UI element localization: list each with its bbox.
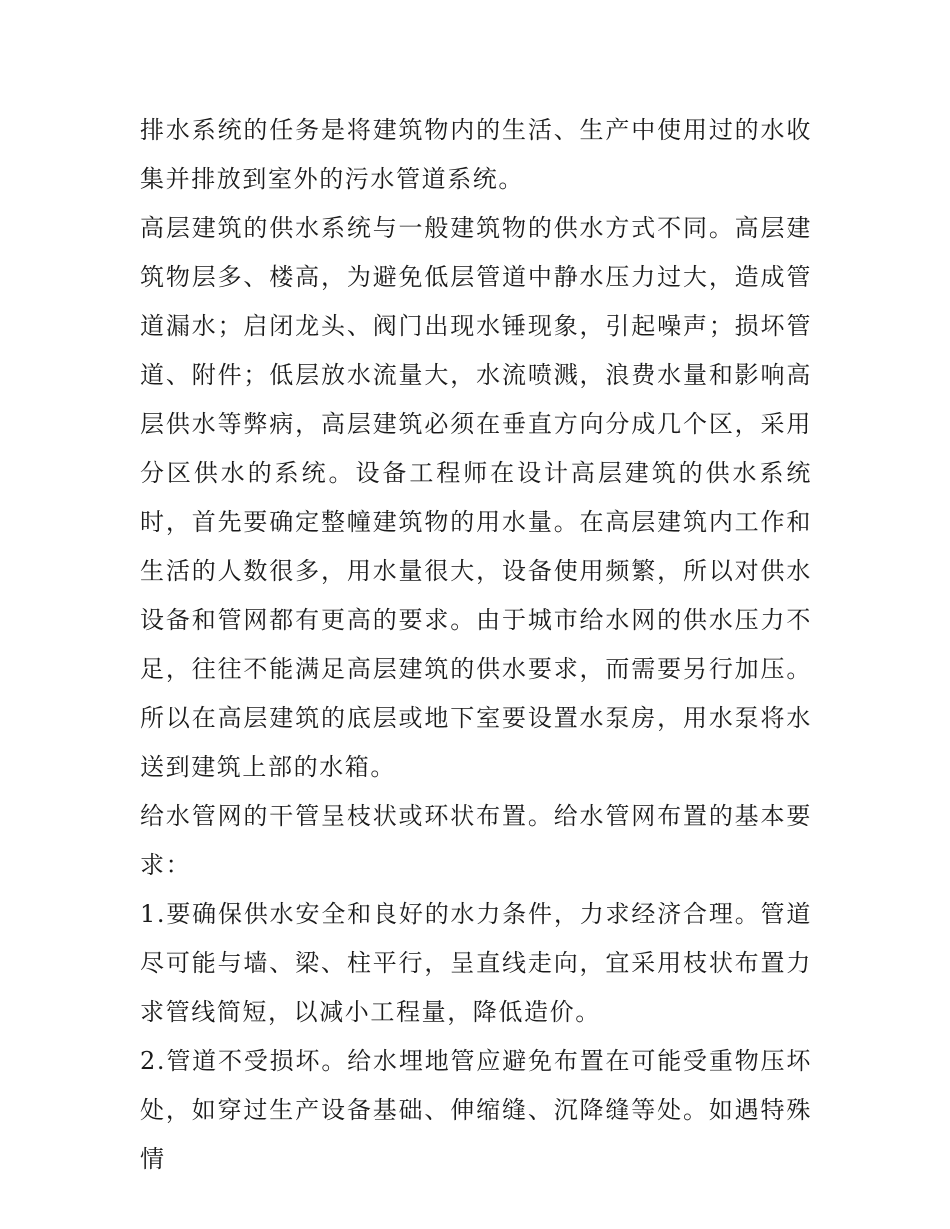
document-body <box>140 106 812 1184</box>
paragraph-requirement-2: 2.管道不受损坏。给水埋地管应避免布置在可能受重物压坏处，如穿过生产设备基础、伸缩缝、沉降缝等处。如遇特殊情 <box>140 1047 812 1173</box>
paragraph-pipe-network-layout: 给水管网的干管呈枝状或环状布置。给水管网布置的基本要求： <box>140 802 812 879</box>
paragraph-drainage-system: 排水系统的任务是将建筑物内的生活、生产中使用过的水收集并排放到室外的污水管道系统。 <box>140 116 812 193</box>
paragraph-high-rise-water-supply: 高层建筑的供水系统与一般建筑物的供水方式不同。高层建筑物层多、楼高，为避免低层管道中静水压力过大，造成管道漏水；启闭龙头、阀门出现水锤现象，引起噪声；损坏管道、附件；低层放水流量大，水流喷溅，浪费水量和影响高层供水等弊病，高层建筑必须在垂直方向分成几个区，采用分区供水的系统。设备工程师在设计高层建筑的供水系统时，首先要确定整幢建筑物的用水量。在高层建筑内工作和生活的人数很多，用水量很大，设备使用频繁，所以对供水设备和管网都有更高的要求。由于城市给水网的供水压力不足，往往不能满足高层建筑的供水要求，而需要另行加压。所以在高层建筑的底层或地下室要设置水泵房，用水泵将水送到建筑上部的水箱。 <box>140 214 812 781</box>
paragraph-requirement-1: 1.要确保供水安全和良好的水力条件，力求经济合理。管道尽可能与墙、梁、柱平行，呈直线走向，宜采用枝状布置力求管线简短，以减小工程量，降低造价。 <box>140 900 812 1026</box>
